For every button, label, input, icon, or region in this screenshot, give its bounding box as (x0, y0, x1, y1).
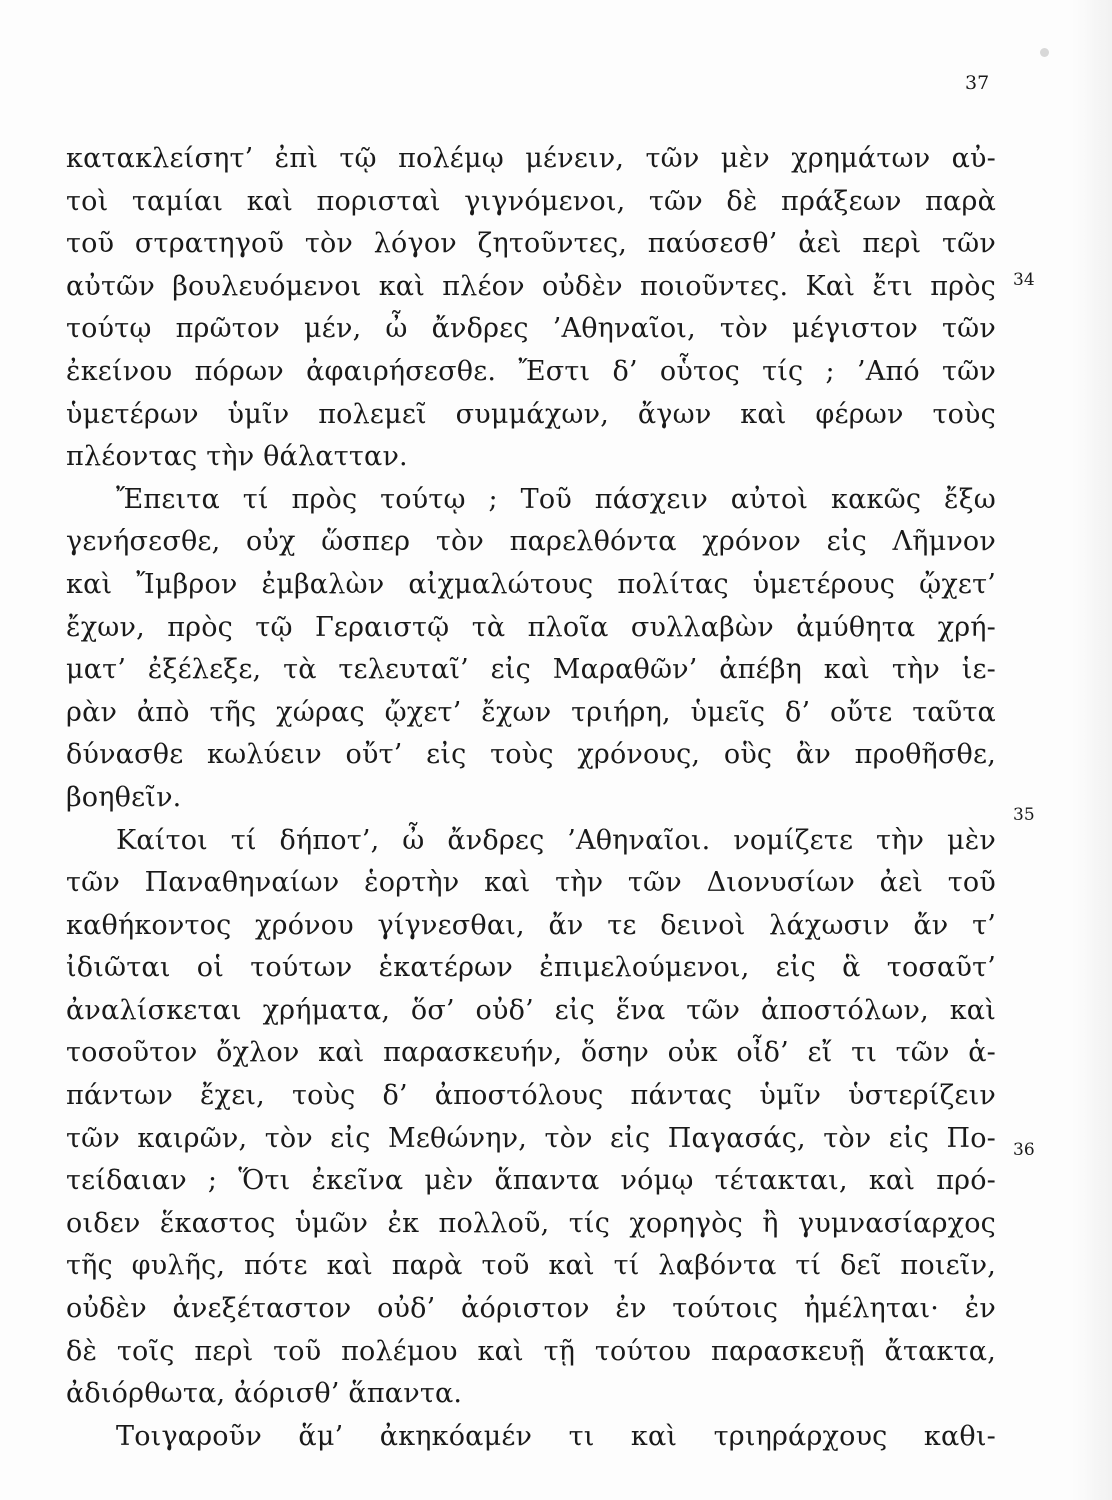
text-line-paragraph-start: Καίτοι τί δήποτ’, ὦ ἄνδρες ’Αθηναῖοι. νομίζετε τὴν μὲν (116, 824, 996, 856)
text-line: ἔχων, πρὸς τῷ Γεραιστῷ τὰ πλοῖα συλλαβὼν ἀμύθητα χρή- (66, 611, 996, 643)
text-line-paragraph-start: Τοιγαροῦν ἅμ’ ἀκηκόαμέν τι καὶ τριηράρχους καθι- (116, 1420, 996, 1452)
text-line: τοῦ στρατηγοῦ τὸν λόγον ζητοῦντες, παύσεσθ’ ἀεὶ περὶ τῶν (66, 228, 996, 260)
text-line: τοσοῦτον ὄχλον καὶ παρασκευήν, ὅσην οὐκ οἶδ’ εἴ τι τῶν ἁ- (66, 1037, 996, 1069)
text-line: τῶν Παναθηναίων ἑορτὴν καὶ τὴν τῶν Διονυσίων ἀεὶ τοῦ (66, 867, 996, 899)
text-line: τοὶ ταμίαι καὶ πορισταὶ γιγνόμενοι, τῶν δὲ πράξεων παρὰ (66, 185, 996, 217)
text-line: αὐτῶν βουλευόμενοι καὶ πλέον οὐδὲν ποιοῦντες. Καὶ ἔτι πρὸς (66, 270, 996, 302)
text-line: πάντων ἔχει, τοὺς δ’ ἀποστόλους πάντας ὑμῖν ὑστερίζειν (66, 1080, 996, 1112)
greek-text-body (66, 138, 996, 1458)
text-line: δὲ τοῖς περὶ τοῦ πολέμου καὶ τῇ τούτου παρασκευῇ ἄτακτα, (66, 1335, 996, 1367)
text-line: τῆς φυλῆς, πότε καὶ παρὰ τοῦ καὶ τί λαβόντα τί δεῖ ποιεῖν, (66, 1250, 996, 1282)
text-line: τούτῳ πρῶτον μέν, ὦ ἄνδρες ’Αθηναῖοι, τὸν μέγιστον τῶν (66, 313, 996, 345)
text-line: οὐδὲν ἀνεξέταστον οὐδ’ ἀόριστον ἐν τούτοις ἠμέληται· ἐν (66, 1293, 996, 1325)
text-line: οιδεν ἕκαστος ὑμῶν ἐκ πολλοῦ, τίς χορηγὸς ἢ γυμνασίαρχος (66, 1207, 996, 1239)
page-number: 37 (965, 72, 990, 94)
text-line: ματ’ ἐξέλεξε, τὰ τελευταῖ’ εἰς Μαραθῶν’ ἀπέβη καὶ τὴν ἱε- (66, 654, 996, 686)
text-line: ρὰν ἀπὸ τῆς χώρας ᾤχετ’ ἔχων τριήρη, ὑμεῖς δ’ οὔτε ταῦτα (66, 696, 996, 728)
section-number-35: 35 (1013, 805, 1035, 825)
text-line: ἀναλίσκεται χρήματα, ὅσ’ οὐδ’ εἰς ἕνα τῶν ἀποστόλων, καὶ (66, 994, 996, 1026)
text-line: ὑμετέρων ὑμῖν πολεμεῖ συμμάχων, ἄγων καὶ φέρων τοὺς (66, 398, 996, 430)
text-line: γενήσεσθε, οὐχ ὥσπερ τὸν παρελθόντα χρόνον εἰς Λῆμνον (66, 526, 996, 558)
page-edge-shadow (1072, 0, 1112, 1500)
text-line: κατακλείσητ’ ἐπὶ τῷ πολέμῳ μένειν, τῶν μὲν χρημάτων αὐ- (66, 143, 996, 174)
text-line: δύνασθε κωλύειν οὔτ’ εἰς τοὺς χρόνους, οὓς ἂν προθῆσθε, (66, 739, 996, 771)
section-number-34: 34 (1013, 270, 1035, 290)
text-line: πλέοντας τὴν θάλατταν. (66, 441, 408, 473)
text-line: ἀδιόρθωτα, ἀόρισθ’ ἅπαντα. (66, 1378, 463, 1410)
text-line: τείδαιαν ; Ὅτι ἐκεῖνα μὲν ἅπαντα νόμῳ τέτακται, καὶ πρό- (66, 1165, 996, 1197)
section-number-36: 36 (1013, 1140, 1035, 1160)
scan-speck (1040, 48, 1049, 57)
text-line: τῶν καιρῶν, τὸν εἰς Μεθώνην, τὸν εἰς Παγασάς, τὸν εἰς Πο- (66, 1122, 996, 1154)
text-line: καὶ Ἴμβρον ἐμβαλὼν αἰχμαλώτους πολίτας ὑμετέρους ᾤχετ’ (66, 568, 996, 600)
text-line: βοηθεῖν. (66, 781, 182, 813)
text-line: ἰδιῶται οἱ τούτων ἑκατέρων ἐπιμελούμενοι, εἰς ἃ τοσαῦτ’ (66, 952, 996, 984)
text-line: ἐκείνου πόρων ἀφαιρήσεσθε. Ἔστι δ’ οὗτος τίς ; ’Από τῶν (66, 355, 996, 387)
text-line-paragraph-start: Ἔπειτα τί πρὸς τούτῳ ; Τοῦ πάσχειν αὐτοὶ κακῶς ἔξω (116, 483, 996, 515)
text-line: καθήκοντος χρόνου γίγνεσθαι, ἄν τε δεινοὶ λάχωσιν ἄν τ’ (66, 909, 996, 941)
